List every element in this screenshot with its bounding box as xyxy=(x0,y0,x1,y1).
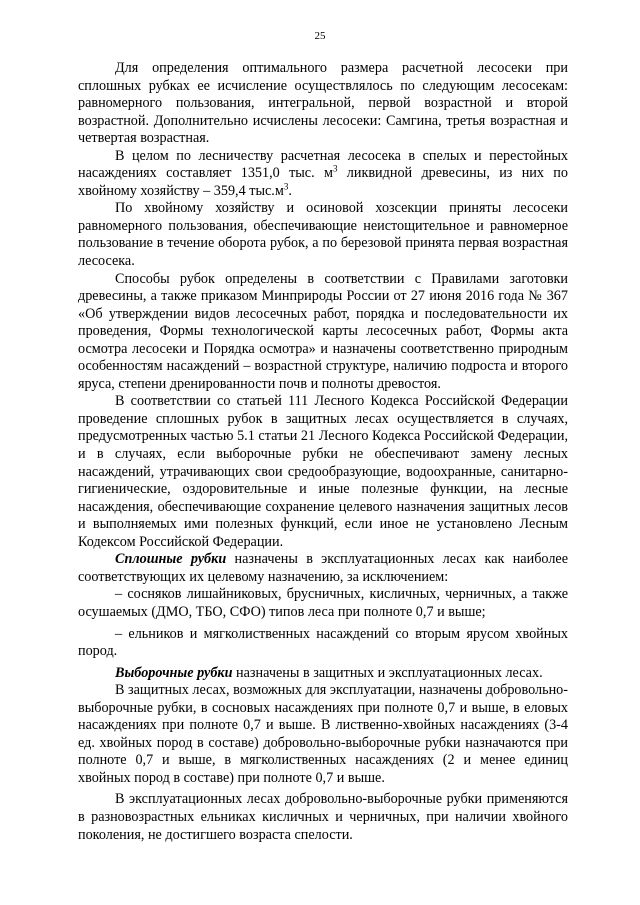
list-item-pine-exception: – сосняков лишайниковых, брусничных, кисличных, черничных, а также осушаемых (ДМО, ТБО, СФО) типов леса при полноте 0,7 и выше; xyxy=(78,586,568,620)
list-item-spruce-exception: – ельников и мягколиственных насаждений со вторым ярусом хвойных пород. xyxy=(78,625,568,660)
superscript-cubic: 3 xyxy=(283,181,289,192)
paragraph-text: ликвидной древесины, из них по хвойному хозяйству – 359,4 тыс.м xyxy=(78,165,568,199)
paragraph-cutting-methods: Способы рубок определены в соответствии с Правилами заготовки древесины, а также приказом Минприроды России от 27 июня 2016 года № 367 «Об утверждении видов лесосечных работ, порядка и последовательности их проведения, Формы технологической карты лесосечных работ, Формы акта осмотра лесосеки и Порядка осмотра» и назначены соответственно природным особенностям насаждений – возрастной структуре, наличию подроста и второго яруса, степени дренированности почв и полноты древостоя. xyxy=(78,270,568,392)
paragraph-lesoseki-methods: Для определения оптимального размера расчетной лесосеки при сплошных рубках ее исчисление осуществлялось по следующим лесосекам: равномерного пользования, интегральной, первой возрастной и второй возрастной. Дополнительно исчислены лесосеки: Самгина, третья возрастная и четвертая возрастная. xyxy=(78,60,568,147)
paragraph-protective-forests: В защитных лесах, возможных для эксплуатации, назначены добровольно-выборочные рубки, в сосновых насаждениях при полноте 0,7 и выше, в еловых насаждениях при полноте 0,7 и выше. В лиственно-хвойных насаждениях (3-4 ед. хвойных пород в составе) добровольно-выборочные рубки назначаются при полноте 0,7 и выше, в мягколиственных насаждениях (2 и менее единиц хвойных пород в составе) при полноте 0,7 и выше. xyxy=(78,682,568,786)
document-body xyxy=(78,60,568,844)
paragraph-calculated-cutting-area xyxy=(78,148,568,201)
paragraph-exploitation-forests: В эксплуатационных лесах добровольно-выборочные рубки применяются в разновозрастных ельниках кисличных и черничных, при наличии хвойного поколения, не достигшего возраста спелости. xyxy=(78,791,568,843)
superscript-cubic: 3 xyxy=(332,163,338,174)
paragraph-selective-cuttings xyxy=(78,665,568,683)
term-selective-cuttings: Выборочные рубки xyxy=(115,664,233,681)
page-number: 25 xyxy=(314,30,326,42)
paragraph-text: . xyxy=(288,182,292,199)
paragraph-text: В целом по лесничеству расчетная лесосека в спелых и перестойных насаждениях составляет 1351,0 тыс. м xyxy=(78,147,568,182)
term-clear-cuttings: Сплошные рубки xyxy=(115,551,227,568)
paragraph-coniferous-aspen: По хвойному хозяйству и осиновой хозсекции приняты лесосеки равномерного пользования, обеспечивающие неистощительное и равномерное пользование в течение оборота рубок, а по березовой принята первая возрастная лесосека. xyxy=(78,200,568,270)
paragraph-text: назначены в защитных и эксплуатационных лесах. xyxy=(232,664,543,681)
paragraph-article-111: В соответствии со статьей 111 Лесного Кодекса Российской Федерации проведение сплошных рубок в защитных лесах осуществляется в случаях, предусмотренных частью 5.1 статьи 21 Лесного Кодекса Российской Федерации, и в случаях, если выборочные рубки не обеспечивают замену лесных насаждений, утрачивающих свои средообразующие, водоохранные, санитарно-гигиенические, оздоровительные и иные полезные функции, на лесные насаждения, обеспечивающие сохранение целевого назначения защитных лесов и выполняемых ими полезных функций, если иное не установлено Лесным Кодексом Российской Федерации. xyxy=(78,393,568,550)
paragraph-text: назначены в эксплуатационных лесах как наиболее соответствующих их целевому назначению, за исключением: xyxy=(78,551,568,585)
paragraph-clear-cuttings xyxy=(78,551,568,586)
